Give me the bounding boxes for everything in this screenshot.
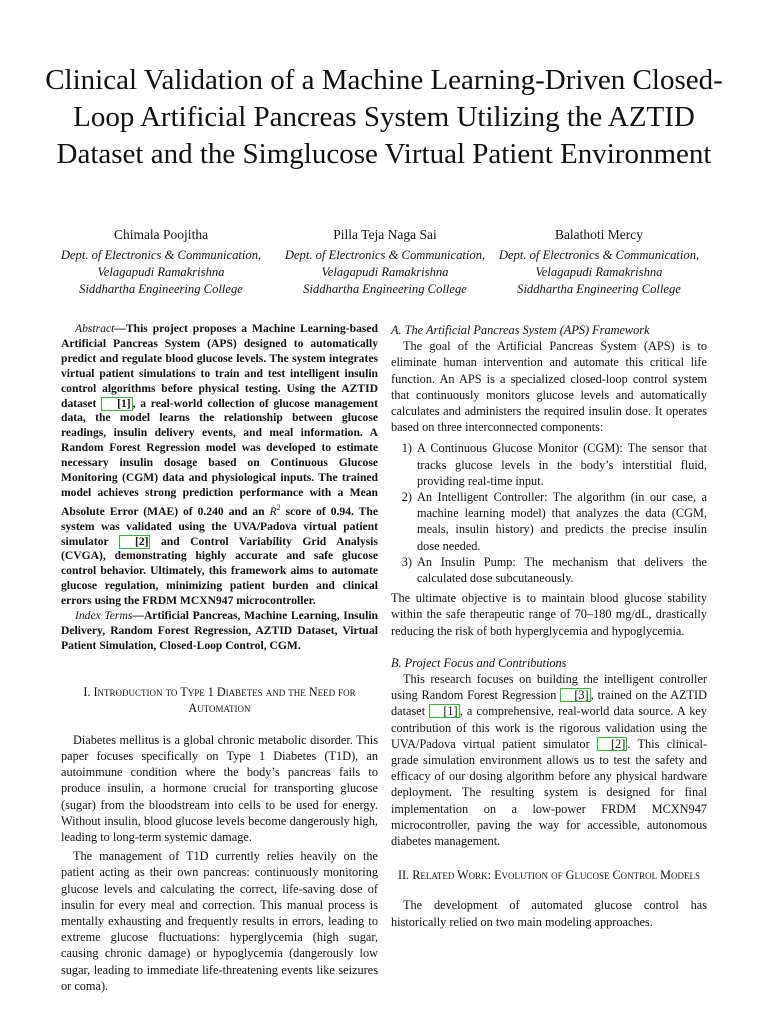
paragraph-text: . This clinical-grade simulation environment allows us to test the safety and efficacy of our dosing algorithm before any physical hardware deployment. The resulting system is designed for final implementation on a low-power FRDM MCXN947 microcontroller, paving the way for accessible, autonomous diabetes management. xyxy=(391,736,707,849)
abstract-text: and Control Variability Grid Analysis (CVGA), demonstrating highly accurate and safe glucose control behavior. Ultimately, this framework aims to automate glucose regulation, minimizing patient burden and clinical errors using the FRDM MCXN947 microcontroller. xyxy=(61,534,378,608)
author-affiliation-inst: Velagapudi Ramakrishna xyxy=(535,265,663,279)
paragraph: The ultimate objective is to maintain blood glucose stability within the safe therapeutic range of 70–180 mg/dL, drastically reducing the risk of both hyperglycemia and hypoglycemia. xyxy=(391,591,707,638)
abstract-dash: — xyxy=(114,322,126,335)
left-column xyxy=(61,322,378,994)
section-title: Introduction to Type 1 Diabetes and the Need for Automation xyxy=(93,684,356,715)
paragraph-text: , trained on the AZTID dataset xyxy=(391,688,707,719)
abstract-text: This project proposes a Machine Learning-based Artificial Pancreas System (APS) designed to automatically predict and regulate blood glucose levels. The system integrates virtual patient simulations to train and test intelligent insulin control algorithms before physical testing. Using the AZTID dataset xyxy=(61,322,378,410)
citation-link[interactable]: [1] xyxy=(101,397,133,411)
section-title: Related Work: Evolution of Glucose Control Models xyxy=(412,868,700,883)
index-terms-label: Index Terms xyxy=(75,609,133,623)
abstract-text: score of 0.94. The system was validated using the UVA/Padova virtual patient simulator xyxy=(61,504,379,548)
abstract-text: , a real-world collection of glucose management data, the model learns the relationship between glucose readings, insulin delivery events, and meal information. A Random Forest Regression model was developed to estimate necessary insulin dosage based on Continuous Glucose Monitoring (CGM) data and physiological inputs. The trained model achieves strong prediction performance with a Mean Absolute Error (MAE) of 0.240 and an xyxy=(61,396,378,518)
author-affiliation-inst: Velagapudi Ramakrishna xyxy=(321,265,449,279)
index-terms xyxy=(61,609,378,654)
section-number: I. xyxy=(83,684,94,699)
index-terms-text: Artificial Pancreas, Machine Learning, Insulin Delivery, Random Forest Regression, AZTID Dataset, Virtual Patient Simulation, Closed-Loop Control, CGM. xyxy=(61,609,379,652)
author-block-3 xyxy=(486,226,712,298)
section-heading-2 xyxy=(391,867,707,883)
subsection-heading-a: A. The Artificial Pancreas System (APS) Framework xyxy=(391,323,650,337)
r-symbol: R xyxy=(269,504,277,518)
list-item-text: An Intelligent Controller: The algorithm (in our case, a machine learning model) that analyzes the data (CGM, meals, insulin history) and predicts the precise insulin dose needed. xyxy=(417,490,707,553)
subsection-heading-b: B. Project Focus and Contributions xyxy=(391,655,567,670)
author-name: Balathoti Mercy xyxy=(554,227,644,242)
list-item-number: 2) xyxy=(401,490,412,505)
paragraph: The management of T1D currently relies heavily on the patient acting as their own pancreas: continuously monitoring glucose levels and calculating the correct, life-saving dose of insulin for every meal and correction. This manual process is mentally exhausting and frequently results in errors, leading to extreme glucose fluctuations: hyperglycemia (high sugar, causing chronic damage) or hypoglycemia (dangerously low sugar, leading to immediate life-threatening events like seizures or coma). xyxy=(61,849,378,993)
paragraph xyxy=(391,671,707,849)
paper-title: Clinical Validation of a Machine Learning-Driven Closed-Loop Artificial Pancreas System Utilizing the AZTID Dataset and the Simglucose Virtual Patient Environment xyxy=(45,64,723,170)
paragraph-text: , a comprehensive, real-world data source. A key contribution of this work is the rigorous validation using the UVA/Padova virtual patient simulator xyxy=(391,704,707,751)
list-item-text: A Continuous Glucose Monitor (CGM): The sensor that tracks glucose levels in the body’s interstitial fluid, providing real-time input. xyxy=(417,441,707,488)
components-list xyxy=(391,440,707,586)
author-block-2 xyxy=(272,226,498,298)
author-affiliation-dept: Dept. of Electronics & Communication, xyxy=(498,248,700,262)
list-item xyxy=(391,440,707,489)
citation-link[interactable]: [3] xyxy=(560,688,590,702)
paragraph: The development of automated glucose control has historically relied on two main modeling approaches. xyxy=(391,898,707,929)
section-number: II. xyxy=(398,868,413,883)
citation-link[interactable]: [2] xyxy=(597,737,627,751)
paragraph: The goal of the Artificial Pancreas System (APS) is to eliminate human intervention and automate this critical life function. An APS is a specialized closed-loop control system that continuously monitors glucose levels and automatically calculates and administers the required insulin dose. It operates based on three interconnected components: xyxy=(391,339,707,435)
author-affiliation-dept: Dept. of Electronics & Communication, xyxy=(284,248,486,262)
list-item xyxy=(391,554,707,586)
index-terms-dash: — xyxy=(132,609,144,623)
paragraph-text: This research focuses on building the intelligent controller using Random Forest Regression xyxy=(391,672,707,703)
author-affiliation-college: Siddhartha Engineering College xyxy=(303,282,467,296)
paragraph: Diabetes mellitus is a global chronic metabolic disorder. This paper focuses specifically on Type 1 Diabetes (T1D), an autoimmune condition where the body’s pancreas fails to produce insulin, a hormone crucial for transporting glucose (sugar) from the bloodstream into cells to be used for energy. Without insulin, blood glucose levels become dangerously high, leading to long-term systemic damage. xyxy=(61,732,378,845)
author-name: Pilla Teja Naga Sai xyxy=(333,227,437,242)
author-name: Chimala Poojitha xyxy=(113,227,209,242)
section-heading-1 xyxy=(61,684,378,716)
list-item-number: 3) xyxy=(401,554,412,569)
author-affiliation-inst: Velagapudi Ramakrishna xyxy=(97,265,225,279)
right-column xyxy=(391,322,707,930)
citation-link[interactable]: [1] xyxy=(429,704,459,718)
list-item xyxy=(391,489,707,554)
author-affiliation-dept: Dept. of Electronics & Communication, xyxy=(60,248,262,262)
author-block-1 xyxy=(48,226,274,298)
author-affiliation-college: Siddhartha Engineering College xyxy=(517,282,681,296)
author-affiliation-college: Siddhartha Engineering College xyxy=(79,282,243,296)
list-item-number: 1) xyxy=(401,441,412,456)
abstract xyxy=(61,322,378,609)
abstract-label: Abstract xyxy=(75,322,115,335)
citation-link[interactable]: [2] xyxy=(119,535,151,549)
list-item-text: An Insulin Pump: The mechanism that delivers the calculated dose subcutaneously. xyxy=(417,554,707,586)
r-superscript: 2 xyxy=(276,502,281,512)
